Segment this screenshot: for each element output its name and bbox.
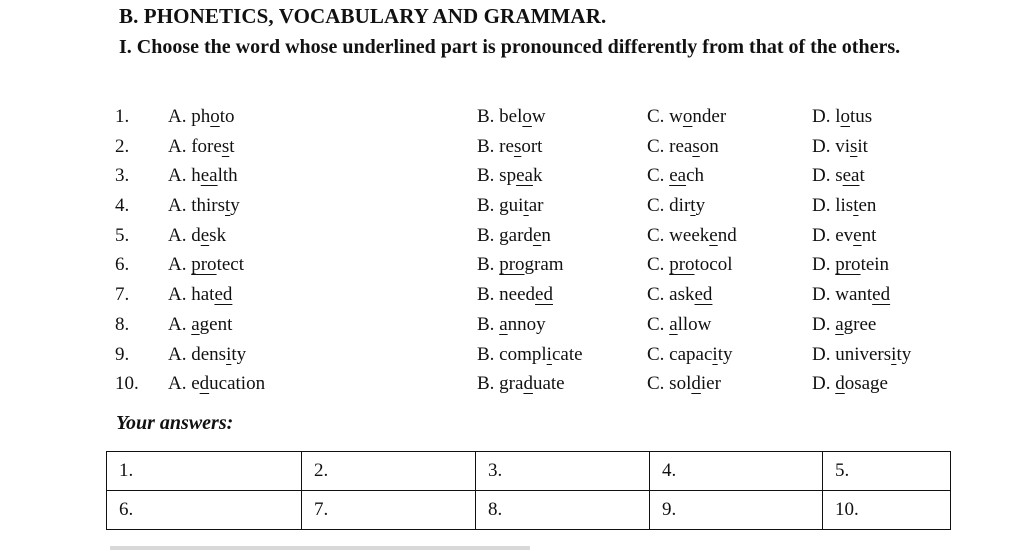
option-text-part: tus [850, 106, 873, 127]
option-c[interactable] [647, 191, 705, 221]
answer-cell[interactable]: 3. [476, 452, 650, 491]
underlined-part: d [691, 373, 701, 395]
underlined-part: ed [214, 284, 233, 306]
option-text-part: A. [168, 254, 192, 276]
option-a[interactable] [168, 280, 232, 310]
option-c[interactable] [647, 340, 732, 370]
option-text-part: tein [860, 254, 890, 276]
option-text-part: D. [812, 254, 836, 276]
question-row [112, 191, 1012, 221]
option-d[interactable] [812, 369, 888, 399]
option-text-part: y [695, 195, 706, 217]
underlined-part: i [891, 343, 897, 365]
option-text-part: ort [521, 135, 543, 157]
option-text-part: it [857, 135, 868, 157]
option-text-part: lth [217, 165, 238, 187]
underlined-part: s [850, 135, 858, 157]
underlined-part: ea [669, 165, 687, 187]
option-b[interactable] [477, 340, 583, 370]
option-text-part: C. dir [647, 195, 691, 217]
option-text-part: A. e [168, 373, 200, 395]
option-text-part: gent [199, 313, 233, 335]
option-text-part: B. compl [477, 343, 547, 365]
underlined-part: ed [694, 284, 713, 306]
underlined-part: e [709, 224, 718, 246]
option-text-part: A. dens [168, 343, 227, 365]
underlined-part: s [513, 135, 522, 157]
underlined-part: t [690, 195, 696, 217]
underlined-part: o [682, 106, 693, 127]
underlined-part: i [546, 343, 552, 365]
option-text-part: ch [686, 165, 704, 187]
option-text-part: D. l [812, 106, 841, 127]
option-text-part: ty [717, 343, 733, 365]
answer-cell[interactable]: 7. [302, 491, 476, 530]
question-row [112, 340, 1012, 370]
instruction-text: I. Choose the word whose underlined part is pronounced differently from that of the others. [119, 36, 901, 58]
option-text-part: B. bel [477, 106, 523, 127]
answer-cell[interactable]: 2. [302, 452, 476, 491]
option-text-part: B. need [477, 284, 536, 306]
answer-cell[interactable]: 9. [650, 491, 823, 530]
underlined-part: ea [200, 165, 218, 187]
option-text-part: osage [844, 373, 888, 395]
underlined-part: pro [835, 254, 861, 276]
option-b[interactable] [477, 191, 544, 221]
underlined-part: t [853, 195, 859, 217]
underlined-part: o [840, 106, 850, 127]
question-row [112, 102, 1012, 132]
option-text-part: nd [717, 224, 737, 246]
option-text-part: B. sp [477, 165, 517, 187]
question-row [112, 132, 1012, 162]
option-text-part: t [229, 135, 235, 157]
option-a[interactable] [168, 102, 235, 132]
section-title: B. PHONETICS, VOCABULARY AND GRAMMAR. [119, 4, 607, 28]
answer-table [106, 451, 951, 530]
question-number: 10. [115, 373, 139, 395]
option-text-part: tocol [694, 254, 733, 276]
option-a[interactable] [168, 340, 246, 370]
option-b[interactable] [477, 221, 551, 251]
option-text-part: C. [647, 313, 670, 335]
underlined-part: ed [535, 284, 553, 306]
option-c[interactable] [647, 280, 712, 310]
option-text-part: D. s [812, 165, 843, 187]
option-b[interactable] [477, 310, 546, 340]
underlined-part: a [669, 313, 678, 335]
option-a[interactable] [168, 310, 232, 340]
option-text-part: tect [216, 254, 244, 276]
question-row [112, 221, 1012, 251]
option-text-part: ty [896, 343, 912, 365]
option-d[interactable] [812, 250, 889, 280]
answer-cell[interactable]: 4. [650, 452, 823, 491]
option-text-part: D. univers [812, 343, 892, 365]
answers-label: Your answers: [116, 412, 234, 434]
option-d[interactable] [812, 191, 876, 221]
option-text-part: nnoy [507, 313, 546, 335]
option-text-part: D. vi [812, 135, 850, 157]
option-text-part: to [219, 106, 235, 127]
option-text-part: llow [677, 313, 712, 335]
underlined-part: a [191, 313, 200, 335]
underlined-part: d [199, 373, 210, 395]
option-d[interactable] [812, 310, 876, 340]
option-text-part: ier [700, 373, 721, 395]
underlined-part: i [712, 343, 718, 365]
option-text-part: C. rea [647, 135, 693, 157]
underlined-part: s [692, 135, 700, 157]
option-b[interactable] [477, 102, 546, 132]
option-text-part: sk [209, 224, 227, 246]
underlined-part: d [523, 373, 533, 395]
underlined-part: pro [191, 254, 217, 276]
option-text-part: C. sol [647, 373, 692, 395]
option-text-part: cate [551, 343, 583, 365]
question-list [112, 102, 1012, 399]
option-text-part: B. [477, 254, 500, 276]
option-text-part: D. ev [812, 224, 854, 246]
underlined-part: e [532, 224, 542, 246]
option-d[interactable] [812, 102, 872, 132]
option-text-part: k [532, 165, 543, 187]
option-d[interactable] [812, 340, 911, 370]
option-text-part: A. [168, 313, 192, 335]
option-c[interactable] [647, 102, 726, 132]
option-c[interactable] [647, 369, 721, 399]
question-number: 8. [115, 313, 130, 335]
question-number: 4. [115, 195, 130, 217]
option-b[interactable] [477, 161, 542, 191]
option-text-part: A. fore [168, 135, 222, 157]
option-text-part: on [699, 135, 719, 157]
option-text-part: B. [477, 313, 500, 335]
option-a[interactable] [168, 132, 235, 162]
answer-cell[interactable]: 1. [107, 452, 302, 491]
option-text-part: nder [692, 106, 727, 127]
option-text-part: D. [812, 373, 836, 395]
option-text-part: ucation [209, 373, 266, 395]
question-row [112, 369, 1012, 399]
option-d[interactable] [812, 132, 868, 162]
underlined-part: ed [872, 284, 891, 306]
option-text-part: A. d [168, 224, 201, 246]
option-b[interactable] [477, 369, 565, 399]
question-row [112, 280, 1012, 310]
option-text-part: B. gard [477, 224, 533, 246]
answer-row [107, 452, 951, 491]
option-a[interactable] [168, 221, 226, 251]
underlined-part: pro [669, 254, 695, 276]
option-text-part: gram [524, 254, 564, 276]
answer-cell[interactable]: 10. [823, 491, 951, 530]
question-number: 7. [115, 284, 130, 306]
option-text-part: A. hat [168, 284, 215, 306]
option-c[interactable] [647, 250, 733, 280]
option-text-part: C. week [647, 224, 710, 246]
question-number: 2. [115, 135, 130, 157]
option-c[interactable] [647, 161, 704, 191]
option-text-part: A. thirs [168, 195, 225, 217]
option-b[interactable] [477, 250, 564, 280]
option-text-part: C. [647, 165, 670, 187]
option-text-part: B. re [477, 135, 514, 157]
option-d[interactable] [812, 221, 876, 251]
option-a[interactable] [168, 369, 265, 399]
option-text-part: D. [812, 313, 836, 335]
option-d[interactable] [812, 280, 890, 310]
answer-row [107, 491, 951, 530]
option-text-part: ty [231, 343, 247, 365]
question-number: 9. [115, 343, 130, 365]
cropped-next-line [110, 546, 530, 550]
option-text-part: en [858, 195, 877, 217]
option-c[interactable] [647, 132, 719, 162]
option-text-part: gree [843, 313, 877, 335]
option-b[interactable] [477, 280, 553, 310]
option-text-part: D. lis [812, 195, 854, 217]
option-text-part: t [859, 165, 865, 187]
option-text-part: y [230, 195, 240, 217]
underlined-part: pro [499, 254, 525, 276]
option-text-part: C. [647, 254, 670, 276]
option-text-part: ar [528, 195, 544, 217]
question-row [112, 310, 1012, 340]
underlined-part: ea [516, 165, 533, 187]
option-a[interactable] [168, 161, 238, 191]
underlined-part: t [523, 195, 529, 217]
option-b[interactable] [477, 132, 542, 162]
underlined-part: i [226, 343, 232, 365]
underlined-part: ea [842, 165, 860, 187]
option-text-part: uate [532, 373, 565, 395]
option-text-part: A. h [168, 165, 201, 187]
underlined-part: a [835, 313, 844, 335]
underlined-part: o [522, 106, 532, 127]
underlined-part: e [853, 224, 862, 246]
answer-cell[interactable]: 6. [107, 491, 302, 530]
option-text-part: C. capac [647, 343, 713, 365]
question-number: 6. [115, 254, 130, 276]
option-d[interactable] [812, 161, 865, 191]
option-text-part: A. ph [168, 106, 211, 127]
option-text-part: C. ask [647, 284, 695, 306]
question-number: 5. [115, 224, 130, 246]
option-c[interactable] [647, 221, 737, 251]
option-text-part: w [531, 106, 546, 127]
underlined-part: t [225, 195, 231, 217]
option-c[interactable] [647, 310, 711, 340]
underlined-part: a [499, 313, 508, 335]
option-text-part: n [541, 224, 551, 246]
question-row [112, 161, 1012, 191]
question-number: 1. [115, 106, 130, 127]
question-row [112, 250, 1012, 280]
underlined-part: o [210, 106, 220, 127]
question-number: 3. [115, 165, 130, 187]
option-text-part: D. want [812, 284, 873, 306]
underlined-part: s [221, 135, 230, 157]
option-text-part: nt [861, 224, 877, 246]
option-text-part: C. w [647, 106, 683, 127]
option-a[interactable] [168, 250, 244, 280]
answer-cell[interactable]: 8. [476, 491, 650, 530]
option-text-part: B. gui [477, 195, 524, 217]
option-a[interactable] [168, 191, 240, 221]
underlined-part: e [200, 224, 210, 246]
underlined-part: d [835, 373, 845, 395]
option-text-part: B. gra [477, 373, 524, 395]
answer-cell[interactable]: 5. [823, 452, 951, 491]
